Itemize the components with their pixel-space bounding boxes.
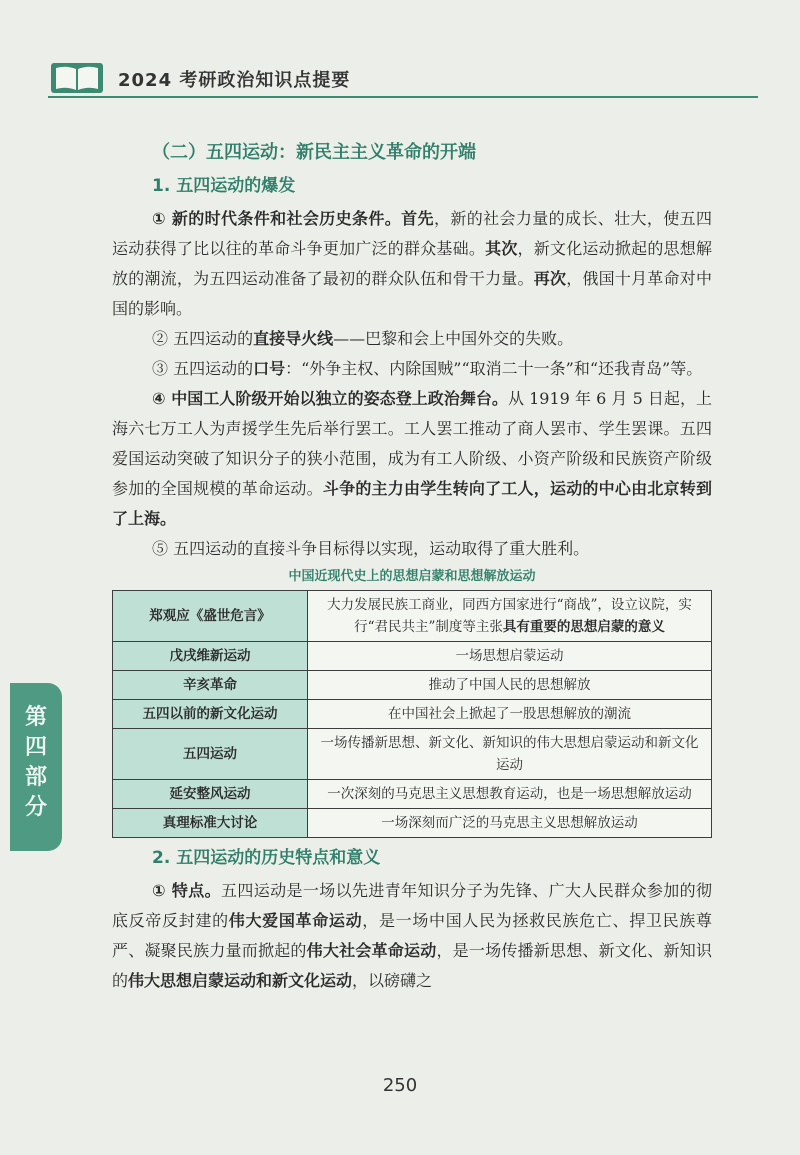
table-row-key: 五四以前的新文化运动	[113, 700, 308, 729]
bold-term: 再次	[533, 269, 567, 288]
header-title: 2024 考研政治知识点提要	[118, 70, 351, 91]
paragraph-text: ：“外争主权、内除国贼”“取消二十一条”和“还我青岛”等。	[285, 359, 703, 378]
header-rule	[48, 96, 758, 98]
bold-term: 口号	[253, 359, 286, 378]
table-row-value: 一次深刻的马克思主义思想教育运动，也是一场思想解放运动	[308, 780, 712, 809]
main-content	[112, 140, 712, 996]
paragraph-text: ，是一场中国人民为拯救民族危亡、捍卫民族尊严、凝聚民族力量而掀起的	[112, 911, 712, 960]
bold-term: 直接导火线	[253, 329, 334, 348]
paragraph-lead: ④ 中国工人阶级开始以独立的姿态登上政治舞台。	[152, 389, 508, 408]
table-row-value	[308, 591, 712, 642]
paragraph-slogans	[112, 354, 712, 384]
bold-term: 伟大爱国革命运动	[228, 911, 363, 930]
bold-term: 首先	[401, 209, 434, 228]
side-tab-char: 第	[24, 705, 47, 730]
table-row	[113, 642, 712, 671]
table-row	[113, 809, 712, 838]
paragraph-text: 五四运动是一场以先进青年知识分子为先锋、广大人民群众参加的彻底反帝反封建的	[112, 881, 712, 930]
table-row	[113, 729, 712, 780]
paragraph-text: ② 五四运动的	[152, 329, 254, 348]
table-row-key: 戊戌维新运动	[113, 642, 308, 671]
paragraph-characteristics	[112, 876, 712, 996]
page-number: 250	[382, 1075, 418, 1096]
section-title: （二）五四运动：新民主主义革命的开端	[152, 142, 476, 163]
table-row-value: 一场深刻而广泛的马克思主义思想解放运动	[308, 809, 712, 838]
paragraph-text: 从 1919 年 6 月 5 日起，上海六七万工人为声援学生先后举行罢工。工人罢工推动了商人罢市、学生罢课。五四爱国运动突破了知识分子的狭小范围，成为有工人阶级、小资产阶级和民族资产阶级参加的全国规模的革命运动。	[112, 389, 712, 498]
paragraph-victory	[112, 534, 712, 564]
side-tab-char: 分	[24, 795, 47, 820]
table-row	[113, 700, 712, 729]
paragraph-conditions	[112, 204, 712, 324]
bold-term: 伟大思想启蒙运动和新文化运动	[128, 971, 353, 990]
paragraph-text: ③ 五四运动的	[152, 359, 254, 378]
paragraph-text: ，新的社会力量的成长、壮大，使五四运动获得了比以往的革命斗争更加广泛的群众基础。	[112, 209, 712, 258]
running-header	[18, 58, 778, 98]
subsection-title-2: 2. 五四运动的历史特点和意义	[152, 848, 381, 868]
paragraph-text: ⑤ 五四运动的直接斗争目标得以实现，运动取得了重大胜利。	[152, 539, 590, 558]
table-row	[113, 780, 712, 809]
table-row-value: 一场传播新思想、新文化、新知识的伟大思想启蒙运动和新文化运动	[308, 729, 712, 780]
table-row-value: 一场思想启蒙运动	[308, 642, 712, 671]
paragraph-text: ，是一场传播新思想、新文化、新知识的	[112, 941, 712, 990]
paragraph-working-class	[112, 384, 712, 534]
paragraph-trigger	[112, 324, 712, 354]
table-row-value: 在中国社会上掀起了一股思想解放的潮流	[308, 700, 712, 729]
table-row-key: 五四运动	[113, 729, 308, 780]
bold-term: 其次	[485, 239, 518, 258]
table-row-value: 推动了中国人民的思想解放	[308, 671, 712, 700]
enlightenment-table	[112, 590, 712, 838]
table-row-key: 真理标准大讨论	[113, 809, 308, 838]
side-tab-label	[10, 703, 62, 823]
paragraph-text: ——巴黎和会上中国外交的失败。	[333, 329, 574, 348]
table-row-key: 郑观应《盛世危言》	[113, 591, 308, 642]
table-row-key: 延安整风运动	[113, 780, 308, 809]
paragraph-text: ，以磅礴之	[352, 971, 433, 990]
table-caption: 中国近现代史上的思想启蒙和思想解放运动	[288, 569, 536, 584]
paragraph-text: ，新文化运动掀起的思想解放的潮流，为五四运动准备了最初的群众队伍和骨干力量。	[112, 239, 712, 288]
side-tab-char: 部	[24, 765, 47, 790]
subsection-title-1: 1. 五四运动的爆发	[152, 176, 296, 196]
paragraph-lead: ① 特点。	[152, 881, 222, 900]
part-side-tab	[10, 683, 62, 851]
table-value-text: 大力发展民族工商业，同西方国家进行“商战”，设立议院，实行“君民共主”制度等主张	[327, 597, 692, 635]
side-tab-char: 四	[24, 735, 47, 760]
paragraph-text: ，俄国十月革命对中国的影响。	[112, 269, 712, 318]
bold-term: 伟大社会革命运动	[306, 941, 437, 960]
table-row-key: 辛亥革命	[113, 671, 308, 700]
paragraph-lead: ① 新的时代条件和社会历史条件。	[152, 209, 402, 228]
table-row	[113, 671, 712, 700]
table-row	[113, 591, 712, 642]
bold-term: 斗争的主力由学生转向了工人，运动的中心由北京转到了上海。	[112, 479, 712, 528]
bold-term: 具有重要的思想启蒙的意义	[502, 619, 665, 635]
open-book-icon	[50, 62, 104, 94]
